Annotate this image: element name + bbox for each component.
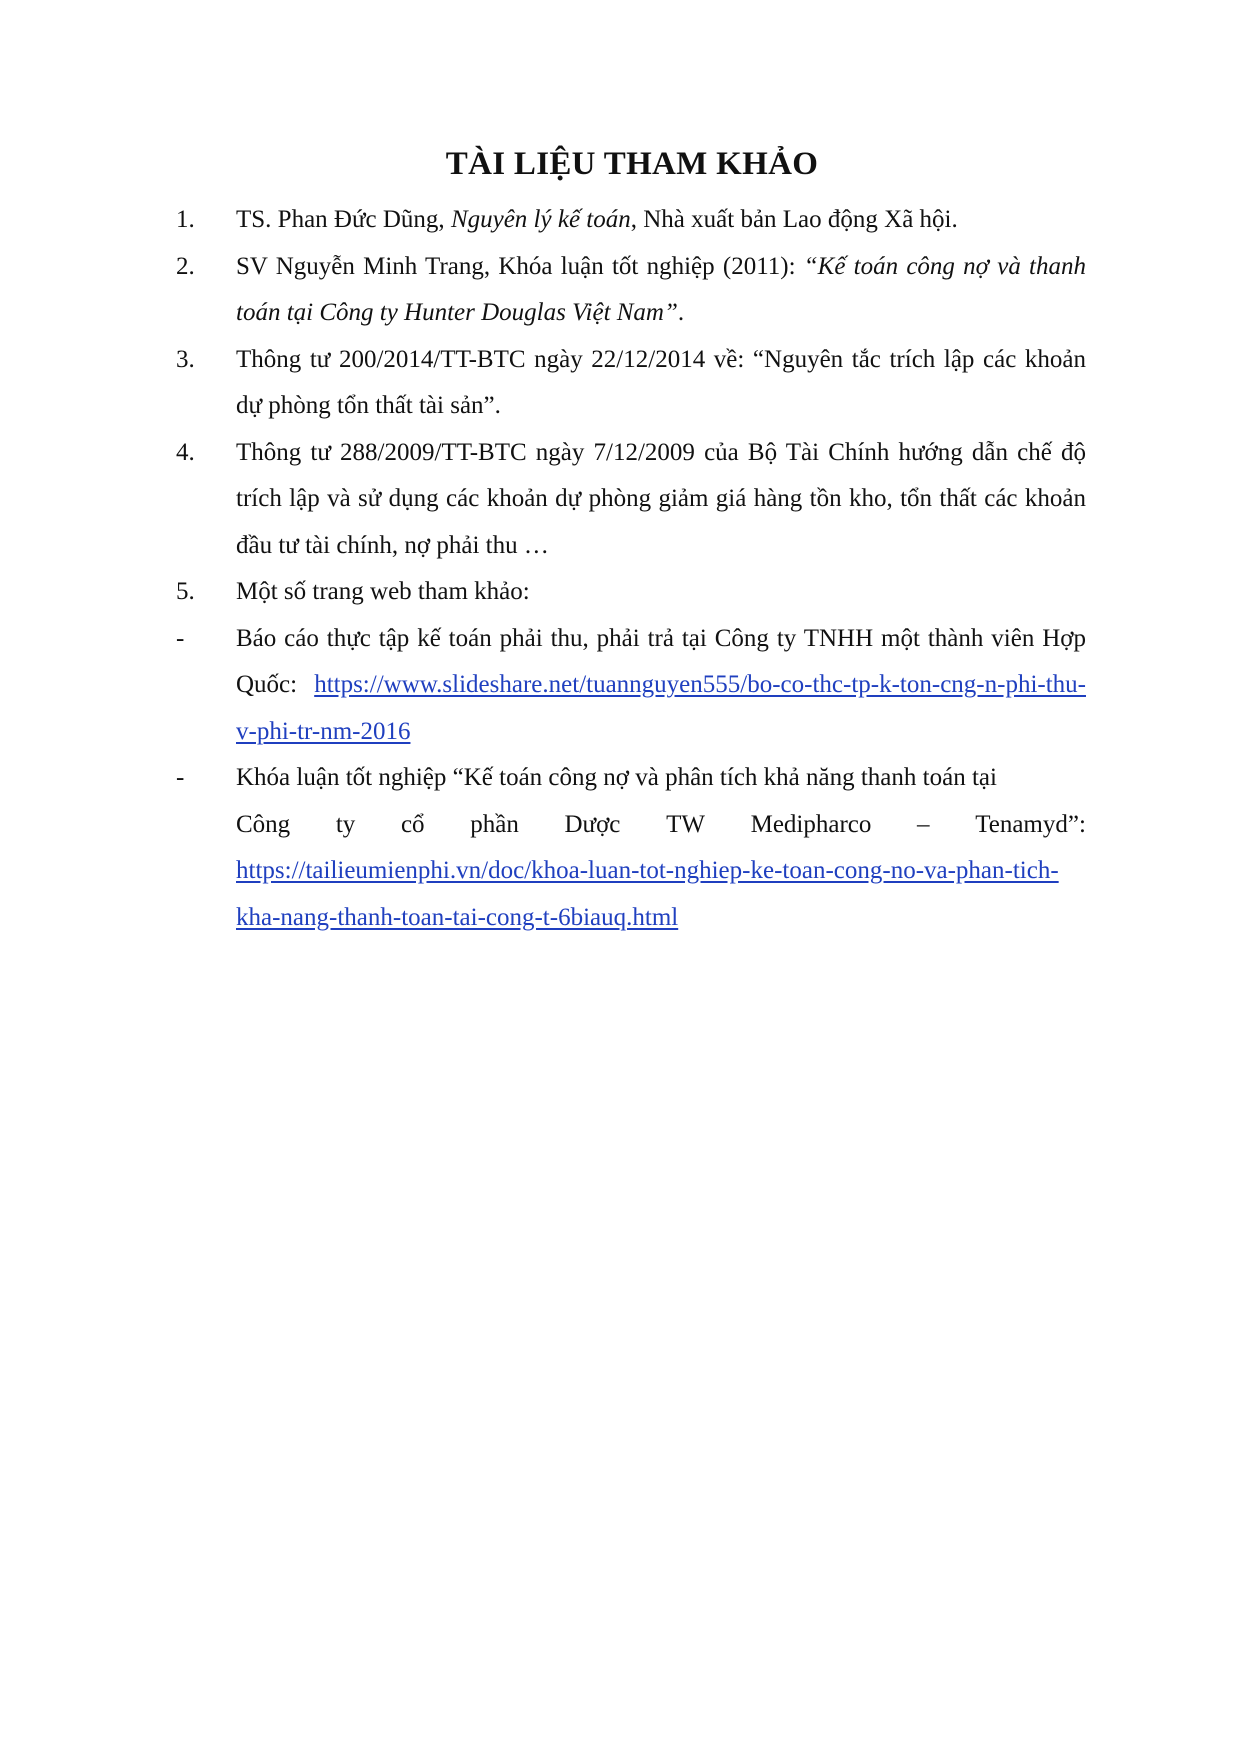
reference-number: 5. <box>176 578 195 605</box>
reference-link[interactable]: https://tailieumienphi.vn/doc/khoa-luan-tot-nghiep-ke-toan-cong-no-va-phan-tich-kha-nang-thanh-toan-tai-cong-t-6biauq.html <box>236 857 1059 931</box>
reference-description: Báo cáo thực tập kế toán phải thu, phải trả tại Công ty TNHH một thành viên Hợp Quốc: <box>236 624 1086 698</box>
reference-text <box>236 197 1086 244</box>
reference-work-title: “Kế toán công nợ và thanh toán tại Công ty Hunter Douglas Việt Nam” <box>236 252 1086 326</box>
reference-item <box>176 569 1086 616</box>
reference-author: TS. Phan Đức Dũng, <box>236 206 451 233</box>
reference-work-title: Nguyên lý kế toán <box>450 206 631 233</box>
reference-punctuation: . <box>677 299 685 326</box>
reference-item <box>176 244 1086 337</box>
reference-number: 3. <box>176 345 195 373</box>
reference-number: 2. <box>176 252 195 280</box>
reference-number: 4. <box>176 438 195 466</box>
word: Tenamyd”: <box>975 810 1086 838</box>
word: – <box>917 810 930 838</box>
page-title: TÀI LIỆU THAM KHẢO <box>445 146 819 182</box>
word: TW <box>666 810 705 838</box>
reference-author: SV Nguyễn Minh Trang, Khóa luận tốt nghiệp (2011): <box>236 252 804 280</box>
reference-text <box>236 616 1086 756</box>
reference-item <box>176 616 1086 756</box>
reference-description-line: Khóa luận tốt nghiệp “Kế toán công nợ và phân tích khả năng thanh toán tại <box>236 764 997 791</box>
reference-text <box>236 244 1086 337</box>
reference-item <box>176 197 1086 244</box>
reference-text <box>236 755 1086 941</box>
reference-number: 1. <box>176 206 195 233</box>
reference-link-line <box>236 848 1086 941</box>
reference-text: Một số trang web tham khảo: <box>236 578 530 605</box>
word: phần <box>470 810 519 838</box>
word: cổ <box>400 810 425 838</box>
reference-publisher: , Nhà xuất bản Lao động Xã hội. <box>630 206 958 233</box>
word: Medipharco <box>750 810 872 838</box>
reference-bullet: - <box>176 764 185 791</box>
reference-description-justified-line <box>236 802 1086 849</box>
word: Công <box>236 810 291 838</box>
reference-item <box>176 755 1086 941</box>
reference-list <box>176 197 1086 941</box>
reference-text: Thông tư 288/2009/TT-BTC ngày 7/12/2009 của Bộ Tài Chính hướng dẫn chế độ trích lập và sử dụng các khoản dự phòng giảm giá hàng tồn kho, tổn thất các khoản đầu tư tài chính, nợ phải thu … <box>236 438 1086 559</box>
word: Dược <box>564 810 621 838</box>
reference-link[interactable]: https://www.slideshare.net/tuannguyen555/bo-co-thc-tp-k-ton-cng-n-phi-thu-v-phi-tr-nm-2016 <box>236 671 1086 745</box>
reference-bullet: - <box>176 624 185 652</box>
reference-item <box>176 337 1086 430</box>
reference-item <box>176 430 1086 570</box>
word: ty <box>335 810 356 838</box>
reference-text: Thông tư 200/2014/TT-BTC ngày 22/12/2014 về: “Nguyên tắc trích lập các khoản dự phòng tổn thất tài sản”. <box>236 345 1086 419</box>
